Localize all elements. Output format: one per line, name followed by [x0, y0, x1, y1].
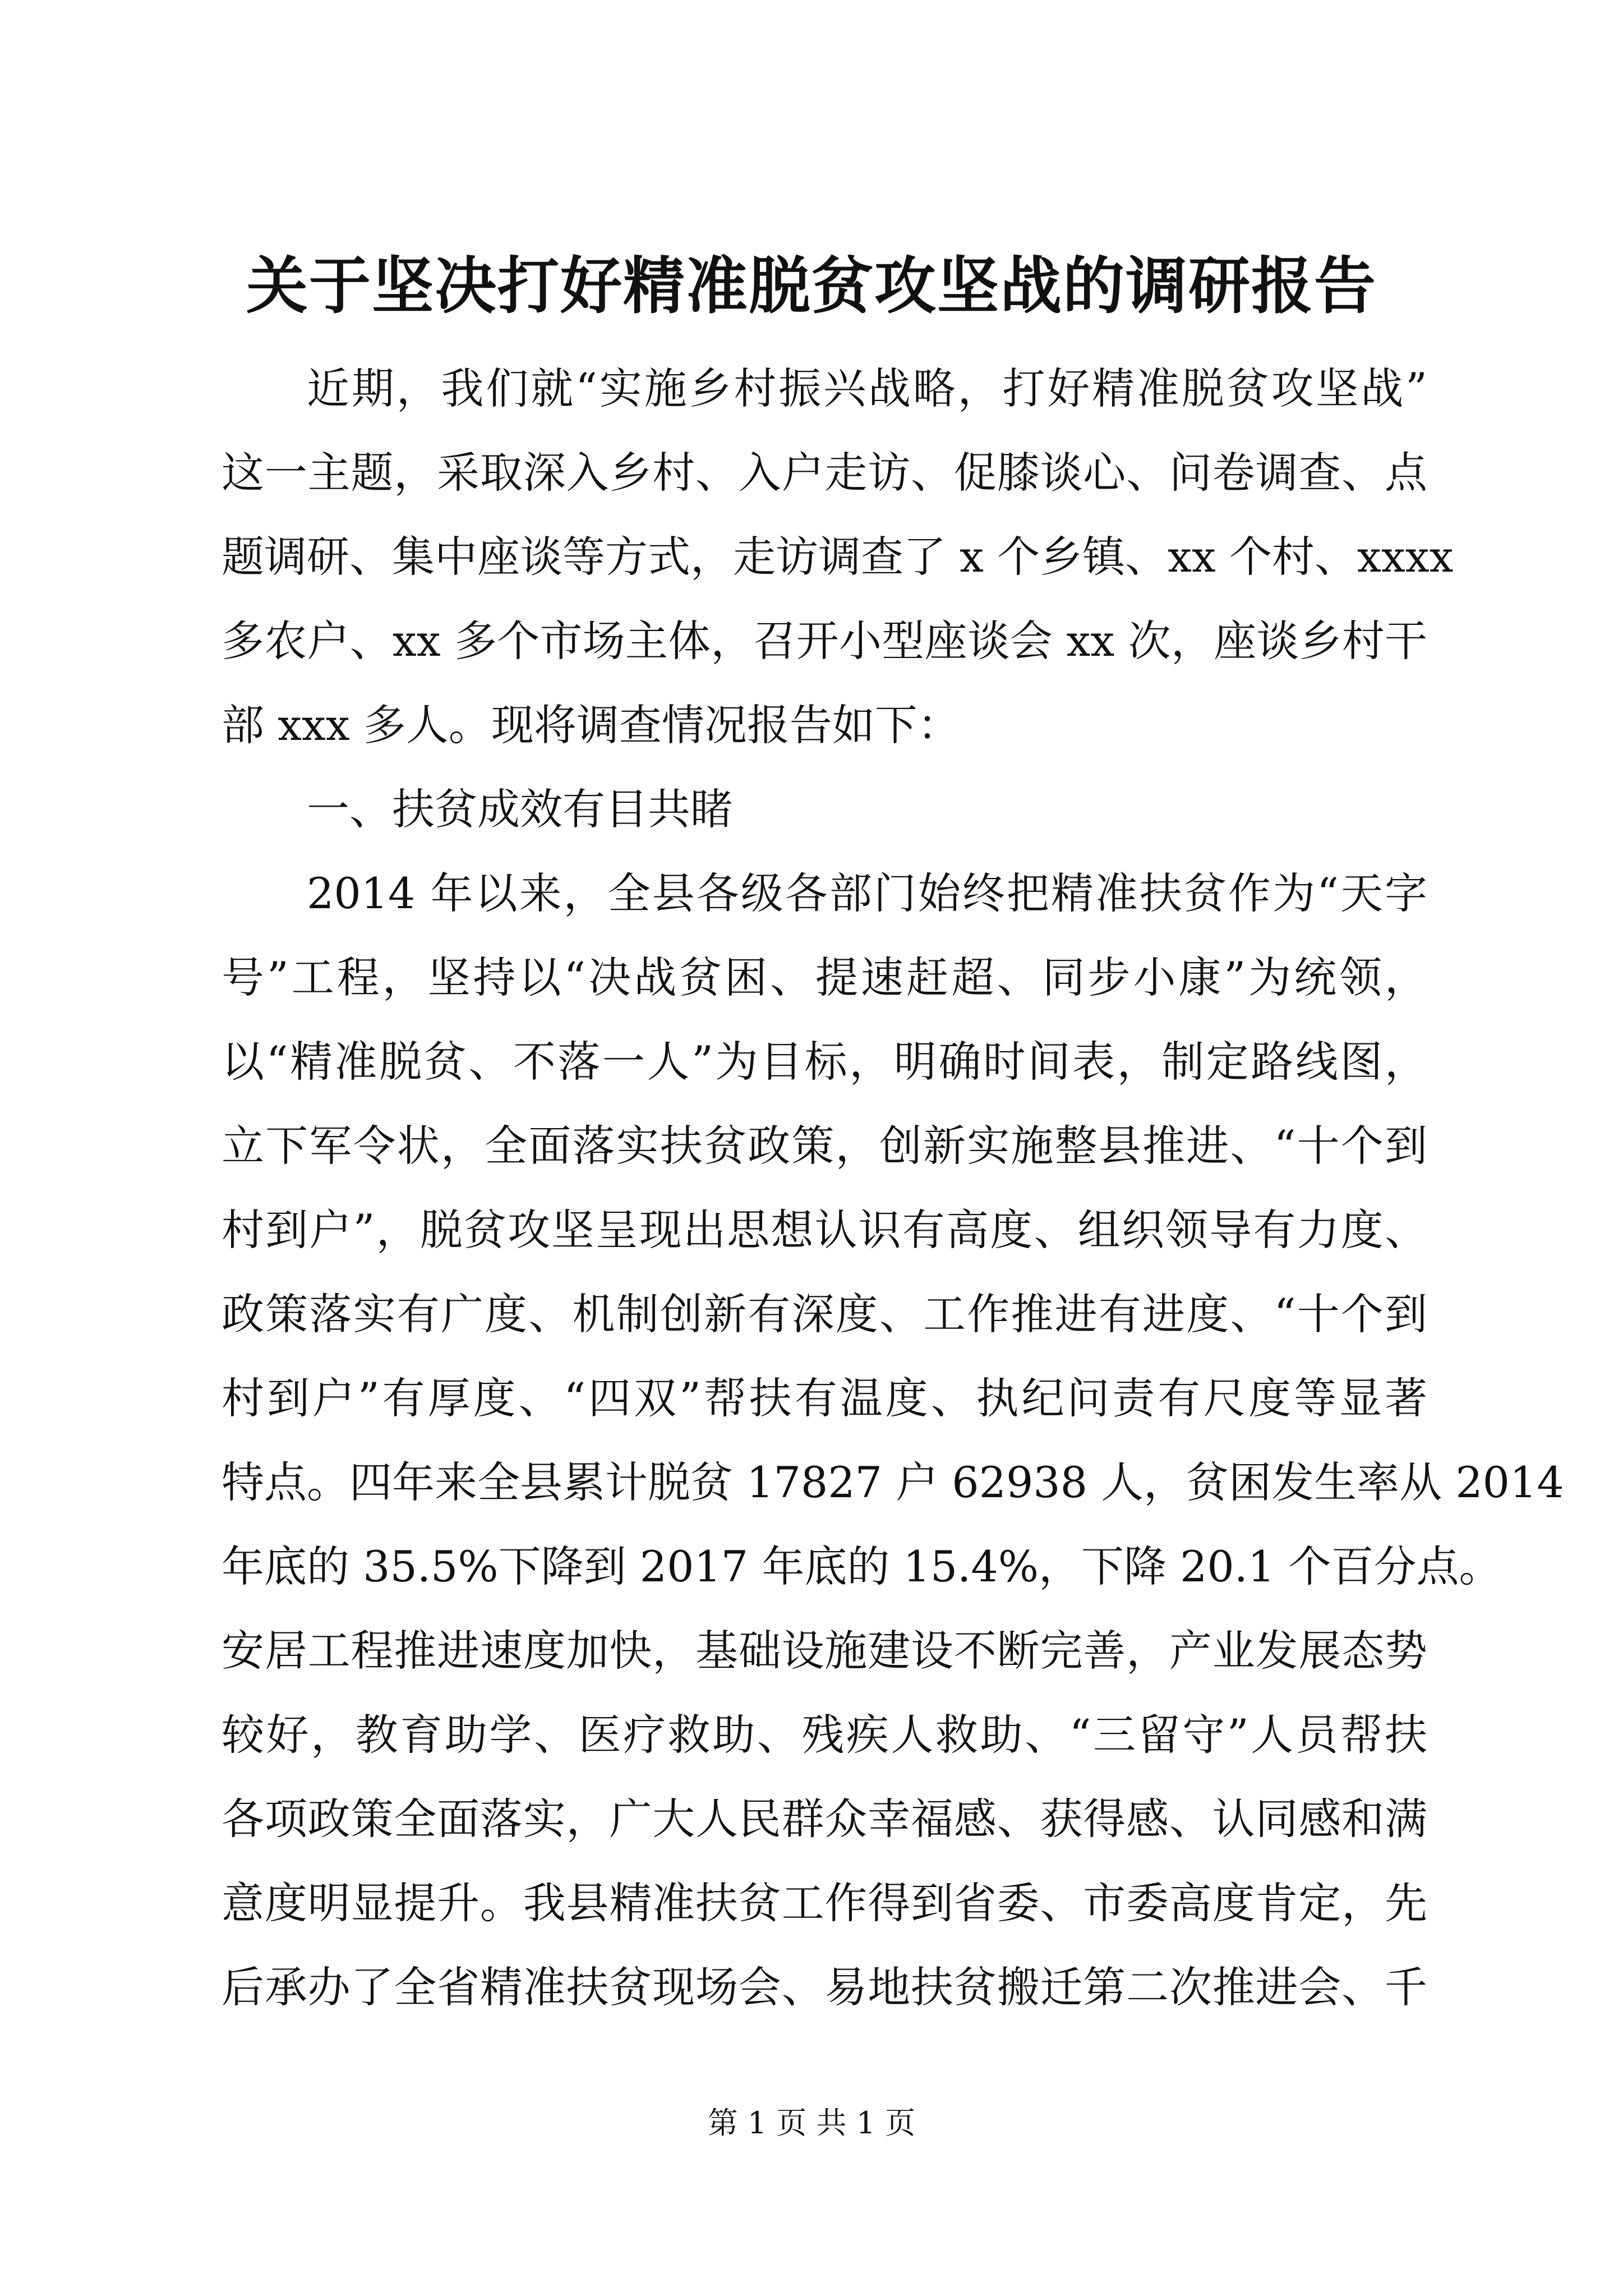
paragraph-line: 这一主题，采取深入乡村、入户走访、促膝谈心、问卷调查、点 [222, 448, 1427, 498]
paragraph-line: 各项政策全面落实，广大人民群众幸福感、获得感、认同感和满 [222, 1794, 1427, 1844]
paragraph-line: 年底的 35.5%下降到 2017 年底的 15.4%，下降 20.1 个百分点。 [222, 1542, 1502, 1591]
paragraph-line: 多农户、xx 多个市场主体，召开小型座谈会 xx 次，座谈乡村干 [222, 616, 1427, 666]
paragraph-line: 以“精准脱贫、不落一人”为目标，明确时间表，制定路线图， [222, 1037, 1427, 1087]
paragraph-line: 安居工程推进速度加快，基础设施建设不断完善，产业发展态势 [222, 1626, 1427, 1676]
paragraph-line: 部 xxx 多人。现将调查情况报告如下： [222, 700, 960, 750]
paragraph-line: 近期，我们就“实施乡村振兴战略，打好精准脱贫攻坚战” [307, 364, 1427, 413]
page-footer: 第 1 页 共 1 页 [707, 2105, 916, 2141]
document-body [222, 347, 1564, 2030]
paragraph-line: 较好，教育助学、医疗救助、残疾人救助、“三留守”人员帮扶 [222, 1710, 1427, 1760]
paragraph-line: 后承办了全省精准扶贫现场会、易地扶贫搬迁第二次推进会、千 [222, 1962, 1427, 2012]
section-heading: 一、扶贫成效有目共睹 [307, 784, 733, 834]
paragraph-line: 特点。四年来全县累计脱贫 17827 户 62938 人，贫困发生率从 2014 [222, 1457, 1564, 1507]
document-title: 关于坚决打好精准脱贫攻坚战的调研报告 [246, 250, 1377, 322]
paragraph-line: 题调研、集中座谈等方式，走访调查了 x 个乡镇、xx 个村、xxxx [222, 532, 1454, 582]
paragraph-line: 2014 年以来，全县各级各部门始终把精准扶贫作为“天字 [307, 868, 1427, 918]
paragraph-line: 村到户”，脱贫攻坚呈现出思想认识有高度、组织领导有力度、 [222, 1205, 1427, 1255]
paragraph-line: 意度明显提升。我县精准扶贫工作得到省委、市委高度肯定，先 [222, 1878, 1427, 1928]
paragraph-line: 村到户”有厚度、“四双”帮扶有温度、执纪问责有尺度等显著 [222, 1373, 1427, 1423]
paragraph-line: 号”工程，坚持以“决战贫困、提速赶超、同步小康”为统领， [222, 953, 1427, 1002]
paragraph-line: 立下军令状，全面落实扶贫政策，创新实施整县推进、“十个到 [222, 1121, 1427, 1171]
paragraph-line: 政策落实有广度、机制创新有深度、工作推进有进度、“十个到 [222, 1289, 1427, 1339]
